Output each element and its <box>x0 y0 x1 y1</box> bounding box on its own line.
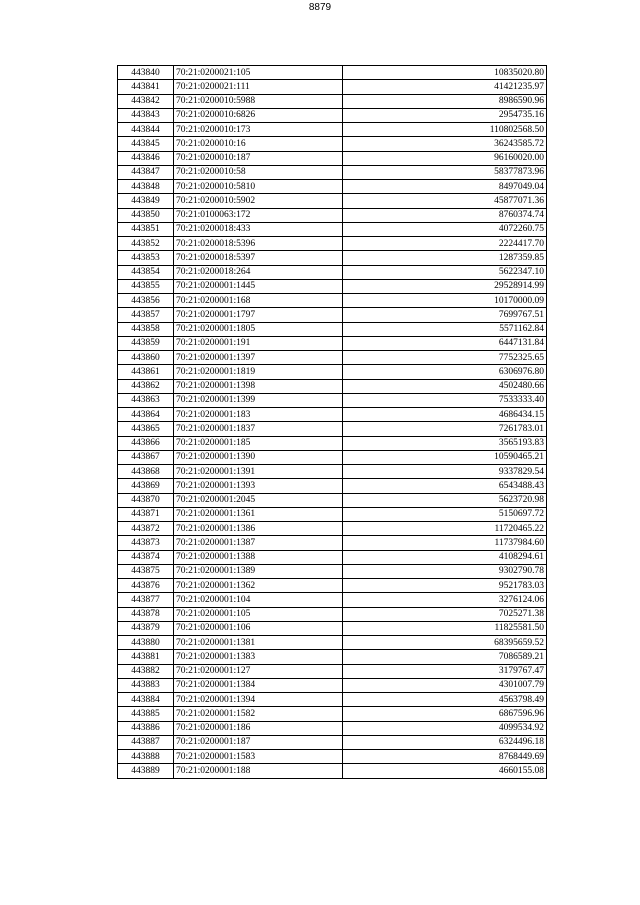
cadastral-number: 70:21:0200001:1394 <box>174 693 343 707</box>
row-number: 443840 <box>118 66 174 80</box>
row-number: 443876 <box>118 579 174 593</box>
table-row <box>118 564 547 578</box>
row-number: 443868 <box>118 465 174 479</box>
cadastral-number: 70:21:0200018:433 <box>174 222 343 236</box>
row-number: 443864 <box>118 408 174 422</box>
cadastral-number: 70:21:0200001:1797 <box>174 308 343 322</box>
cadastral-number: 70:21:0200001:104 <box>174 593 343 607</box>
row-number: 443862 <box>118 379 174 393</box>
table-row <box>118 336 547 350</box>
table-row <box>118 479 547 493</box>
cadastral-number: 70:21:0200018:5397 <box>174 251 343 265</box>
row-number: 443878 <box>118 607 174 621</box>
cadastral-value: 3565193.83 <box>343 436 547 450</box>
cadastral-value: 41421235.97 <box>343 80 547 94</box>
table-row <box>118 550 547 564</box>
cadastral-number: 70:21:0200001:1381 <box>174 636 343 650</box>
cadastral-value: 45877071.36 <box>343 194 547 208</box>
cadastral-value: 110802568.50 <box>343 123 547 137</box>
table-row <box>118 151 547 165</box>
cadastral-number: 70:21:0200001:105 <box>174 607 343 621</box>
cadastral-number: 70:21:0200001:1393 <box>174 479 343 493</box>
row-number: 443884 <box>118 693 174 707</box>
cadastral-value: 4099534.92 <box>343 721 547 735</box>
table-row <box>118 579 547 593</box>
row-number: 443881 <box>118 650 174 664</box>
cadastral-value: 10170000.09 <box>343 294 547 308</box>
cadastral-number: 70:21:0200001:1397 <box>174 351 343 365</box>
table-row <box>118 408 547 422</box>
cadastral-number: 70:21:0200001:191 <box>174 336 343 350</box>
table-row <box>118 379 547 393</box>
table-row <box>118 137 547 151</box>
row-number: 443848 <box>118 180 174 194</box>
table-row <box>118 693 547 707</box>
cadastral-value: 11737984.60 <box>343 536 547 550</box>
cadastral-value: 7533333.40 <box>343 393 547 407</box>
table-row <box>118 678 547 692</box>
cadastral-value: 2224417.70 <box>343 237 547 251</box>
cadastral-value: 6867596.96 <box>343 707 547 721</box>
row-number: 443866 <box>118 436 174 450</box>
cadastral-number: 70:21:0200001:1361 <box>174 507 343 521</box>
cadastral-value: 7261783.01 <box>343 422 547 436</box>
cadastral-number: 70:21:0200010:5810 <box>174 180 343 194</box>
row-number: 443851 <box>118 222 174 236</box>
row-number: 443859 <box>118 336 174 350</box>
cadastral-number: 70:21:0200021:105 <box>174 66 343 80</box>
table-row <box>118 251 547 265</box>
table-row <box>118 237 547 251</box>
row-number: 443865 <box>118 422 174 436</box>
row-number: 443854 <box>118 265 174 279</box>
cadastral-number: 70:21:0200021:111 <box>174 80 343 94</box>
cadastral-number: 70:21:0200001:2045 <box>174 493 343 507</box>
row-number: 443855 <box>118 279 174 293</box>
table-row <box>118 322 547 336</box>
cadastral-value: 4301007.79 <box>343 678 547 692</box>
row-number: 443879 <box>118 621 174 635</box>
cadastral-number: 70:21:0200001:1386 <box>174 522 343 536</box>
row-number: 443844 <box>118 123 174 137</box>
row-number: 443858 <box>118 322 174 336</box>
cadastral-number: 70:21:0200001:188 <box>174 764 343 778</box>
cadastral-value: 3276124.06 <box>343 593 547 607</box>
cadastral-value: 4660155.08 <box>343 764 547 778</box>
cadastral-value: 6324496.18 <box>343 735 547 749</box>
cadastral-value-table <box>117 65 547 779</box>
table-row <box>118 507 547 521</box>
cadastral-number: 70:21:0200018:264 <box>174 265 343 279</box>
cadastral-value: 11720465.22 <box>343 522 547 536</box>
row-number: 443877 <box>118 593 174 607</box>
table-row <box>118 707 547 721</box>
cadastral-number: 70:21:0200001:1388 <box>174 550 343 564</box>
row-number: 443886 <box>118 721 174 735</box>
cadastral-number: 70:21:0200001:1445 <box>174 279 343 293</box>
cadastral-number: 70:21:0200001:168 <box>174 294 343 308</box>
cadastral-value: 29528914.99 <box>343 279 547 293</box>
row-number: 443845 <box>118 137 174 151</box>
cadastral-number: 70:21:0200010:6826 <box>174 108 343 122</box>
cadastral-value: 4686434.15 <box>343 408 547 422</box>
cadastral-value: 7699767.51 <box>343 308 547 322</box>
cadastral-number: 70:21:0200010:173 <box>174 123 343 137</box>
row-number: 443867 <box>118 450 174 464</box>
row-number: 443856 <box>118 294 174 308</box>
row-number: 443846 <box>118 151 174 165</box>
cadastral-value: 9337829.54 <box>343 465 547 479</box>
row-number: 443880 <box>118 636 174 650</box>
row-number: 443871 <box>118 507 174 521</box>
table-row <box>118 365 547 379</box>
row-number: 443872 <box>118 522 174 536</box>
cadastral-value: 9302790.78 <box>343 564 547 578</box>
cadastral-value: 4563798.49 <box>343 693 547 707</box>
table-row <box>118 422 547 436</box>
cadastral-value: 5150697.72 <box>343 507 547 521</box>
cadastral-value: 3179767.47 <box>343 664 547 678</box>
table-row <box>118 165 547 179</box>
cadastral-number: 70:21:0200001:106 <box>174 621 343 635</box>
row-number: 443885 <box>118 707 174 721</box>
table-row <box>118 180 547 194</box>
cadastral-value: 4072260.75 <box>343 222 547 236</box>
table-row <box>118 636 547 650</box>
cadastral-number: 70:21:0200001:1389 <box>174 564 343 578</box>
cadastral-value: 8497049.04 <box>343 180 547 194</box>
cadastral-number: 70:21:0200010:187 <box>174 151 343 165</box>
table-row <box>118 664 547 678</box>
table-row <box>118 621 547 635</box>
row-number: 443870 <box>118 493 174 507</box>
row-number: 443882 <box>118 664 174 678</box>
table-row <box>118 94 547 108</box>
cadastral-value: 10835020.80 <box>343 66 547 80</box>
cadastral-number: 70:21:0200001:1391 <box>174 465 343 479</box>
cadastral-number: 70:21:0200001:1583 <box>174 750 343 764</box>
cadastral-value: 8760374.74 <box>343 208 547 222</box>
table-body <box>118 66 547 779</box>
cadastral-number: 70:21:0200001:1805 <box>174 322 343 336</box>
cadastral-value: 9521783.03 <box>343 579 547 593</box>
table-row <box>118 208 547 222</box>
row-number: 443888 <box>118 750 174 764</box>
row-number: 443841 <box>118 80 174 94</box>
cadastral-number: 70:21:0200018:5396 <box>174 237 343 251</box>
cadastral-value: 8986590.96 <box>343 94 547 108</box>
cadastral-value: 5571162.84 <box>343 322 547 336</box>
table-row <box>118 450 547 464</box>
row-number: 443853 <box>118 251 174 265</box>
cadastral-value: 5623720.98 <box>343 493 547 507</box>
table-row <box>118 750 547 764</box>
cadastral-value: 2954735.16 <box>343 108 547 122</box>
table-row <box>118 393 547 407</box>
cadastral-value: 6543488.43 <box>343 479 547 493</box>
table-row <box>118 493 547 507</box>
row-number: 443861 <box>118 365 174 379</box>
cadastral-value: 11825581.50 <box>343 621 547 635</box>
cadastral-number: 70:21:0100063:172 <box>174 208 343 222</box>
cadastral-number: 70:21:0200001:1390 <box>174 450 343 464</box>
cadastral-value: 8768449.69 <box>343 750 547 764</box>
row-number: 443847 <box>118 165 174 179</box>
cadastral-value: 36243585.72 <box>343 137 547 151</box>
cadastral-number: 70:21:0200001:1387 <box>174 536 343 550</box>
cadastral-value: 10590465.21 <box>343 450 547 464</box>
cadastral-number: 70:21:0200010:5902 <box>174 194 343 208</box>
cadastral-value: 1287359.85 <box>343 251 547 265</box>
row-number: 443887 <box>118 735 174 749</box>
table-row <box>118 650 547 664</box>
cadastral-number: 70:21:0200010:5988 <box>174 94 343 108</box>
table-row <box>118 308 547 322</box>
cadastral-value: 7086589.21 <box>343 650 547 664</box>
row-number: 443875 <box>118 564 174 578</box>
table-row <box>118 735 547 749</box>
table-row <box>118 66 547 80</box>
row-number: 443869 <box>118 479 174 493</box>
table-row <box>118 222 547 236</box>
table-row <box>118 721 547 735</box>
cadastral-value: 58377873.96 <box>343 165 547 179</box>
cadastral-number: 70:21:0200001:186 <box>174 721 343 735</box>
table-row <box>118 123 547 137</box>
table-row <box>118 108 547 122</box>
table-row <box>118 80 547 94</box>
table-row <box>118 536 547 550</box>
row-number: 443889 <box>118 764 174 778</box>
table-row <box>118 265 547 279</box>
cadastral-number: 70:21:0200001:1384 <box>174 678 343 692</box>
table-row <box>118 607 547 621</box>
row-number: 443883 <box>118 678 174 692</box>
row-number: 443857 <box>118 308 174 322</box>
cadastral-value: 6447131.84 <box>343 336 547 350</box>
table-row <box>118 465 547 479</box>
row-number: 443842 <box>118 94 174 108</box>
row-number: 443863 <box>118 393 174 407</box>
cadastral-number: 70:21:0200001:1399 <box>174 393 343 407</box>
cadastral-number: 70:21:0200001:1837 <box>174 422 343 436</box>
cadastral-value: 5622347.10 <box>343 265 547 279</box>
table-row <box>118 194 547 208</box>
cadastral-number: 70:21:0200010:58 <box>174 165 343 179</box>
table-row <box>118 294 547 308</box>
cadastral-number: 70:21:0200001:1398 <box>174 379 343 393</box>
cadastral-value: 4502480.66 <box>343 379 547 393</box>
cadastral-number: 70:21:0200001:127 <box>174 664 343 678</box>
row-number: 443849 <box>118 194 174 208</box>
cadastral-value: 7025271.38 <box>343 607 547 621</box>
table-row <box>118 764 547 778</box>
row-number: 443873 <box>118 536 174 550</box>
cadastral-number: 70:21:0200001:1383 <box>174 650 343 664</box>
row-number: 443874 <box>118 550 174 564</box>
table-row <box>118 351 547 365</box>
cadastral-number: 70:21:0200001:185 <box>174 436 343 450</box>
table-row <box>118 522 547 536</box>
row-number: 443850 <box>118 208 174 222</box>
cadastral-value: 6306976.80 <box>343 365 547 379</box>
row-number: 443852 <box>118 237 174 251</box>
cadastral-value: 68395659.52 <box>343 636 547 650</box>
table-row <box>118 436 547 450</box>
cadastral-number: 70:21:0200001:1819 <box>174 365 343 379</box>
page-number: 8879 <box>308 2 332 13</box>
cadastral-number: 70:21:0200001:1362 <box>174 579 343 593</box>
table-row <box>118 593 547 607</box>
cadastral-value: 96160020.00 <box>343 151 547 165</box>
table-row <box>118 279 547 293</box>
cadastral-number: 70:21:0200001:1582 <box>174 707 343 721</box>
cadastral-number: 70:21:0200001:187 <box>174 735 343 749</box>
cadastral-number: 70:21:0200001:183 <box>174 408 343 422</box>
cadastral-number: 70:21:0200010:16 <box>174 137 343 151</box>
row-number: 443843 <box>118 108 174 122</box>
row-number: 443860 <box>118 351 174 365</box>
cadastral-value: 7752325.65 <box>343 351 547 365</box>
cadastral-value: 4108294.61 <box>343 550 547 564</box>
